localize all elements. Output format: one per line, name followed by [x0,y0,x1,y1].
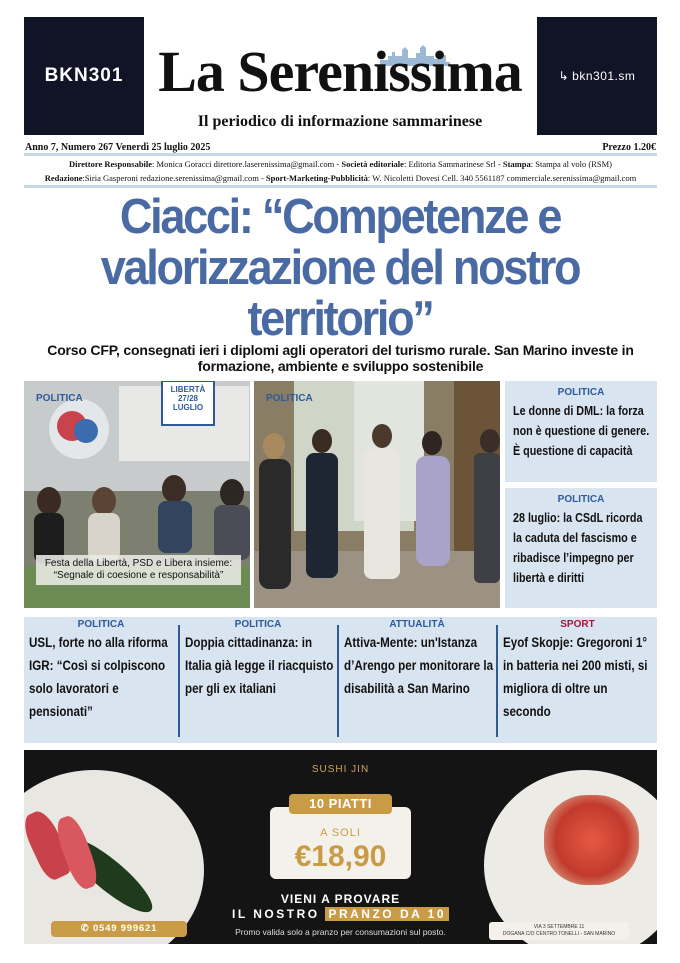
main-subhead: Corso CFP, consegnati ieri i diplomi agli operatori del turismo rurale. San Marino investe in formazione, ambiente e sviluppo sostenibile [47,342,634,374]
credit-value: : Stampa al volo (RSM) [530,159,612,169]
strip3-tag: ATTUALITÀ [389,619,445,630]
strip4-tag: SPORT [560,619,595,630]
photo1-caption[interactable]: Festa della Libertà, PSD e Libera insieme: “Segnale di coesione e responsabilità” [36,555,241,585]
side2-title: 28 luglio: la CSdL ricorda la caduta del fascismo e ribadisce l’impegno per libertà e diritti [513,511,643,585]
credits-line-1 [24,159,657,169]
masthead-title: La Serenissima [158,39,522,104]
side-article-csdl[interactable] [505,488,657,608]
strip3-title: Attiva-Mente: un'Istanza d’Arengo per monitorare la disabilità a San Marino [344,635,494,696]
ad-price: €18,90 [294,840,387,873]
strip-article-usl[interactable] [24,617,178,743]
ad-pranzo-highlight: PRANZO DA 10 [325,907,449,921]
credit-label: Redazione [44,173,83,183]
photo-illustration [254,381,500,608]
credit-value: : W. Nicoletti Dovesi Cell. 340 5561187 commerciale.serenissima@gmail.com [367,173,637,183]
strip-article-cittadinanza[interactable] [180,617,336,743]
ad-bkn301-logo[interactable] [24,17,144,135]
ad-website-text: bkn301.sm [572,69,636,83]
ad-address-line2: DOGANA C/O CENTRO TONELLI - SAN MARINO [502,931,616,937]
strip2-tag: POLITICA [234,619,282,630]
ad-sushi-jin[interactable] [24,750,657,944]
side1-tag: POLITICA [557,387,605,398]
ad-phone-number: 0549 999621 [92,923,158,934]
issue-price: Prezzo 1.20€ [602,142,656,153]
side1-title: Le donne di DML: la forza non è questione di genere. È questione di capacità [513,404,650,458]
ad-brand-name: SUSHI JIN [311,764,370,775]
side2-tag: POLITICA [557,494,605,505]
strip1-title: USL, forte no alla riforma IGR: “Così si colpiscono solo lavoratori e pensionati” [29,635,168,719]
ad-address [489,922,629,940]
credit-value: : Editoria Sammarinese Srl - [403,159,503,169]
ad-a-soli: A SOLI [320,827,361,839]
bkn301-logo-text: BKN301 [44,65,124,86]
issue-info: Anno 7, Numero 267 Venerdì 25 luglio 2025 [25,142,211,153]
ad-bkn301-website[interactable] [537,17,657,135]
masthead-subtitle: Il periodico di informazione sammarinese [197,113,483,130]
strip-article-attiva-mente[interactable] [339,617,495,743]
ad-piatti-badge: 10 PIATTI [289,794,392,814]
main-headline[interactable]: Ciacci: “Competenze e valorizzazione del nostro territorio” [100,190,580,346]
strip4-title: Eyof Skopje: Gregoroni 1° in batteria nei 200 misti, si migliora di oltre un secondo [503,635,648,719]
credit-label: Società editoriale [341,159,404,169]
liberta-banner: LIBERTÀ 27/28 LUGLIO [170,385,206,412]
strip2-title: Doppia cittadinanza: in Italia già legge il riacquisto per gli ex italiani [185,635,334,696]
side-article-dml[interactable] [505,381,657,482]
ad-pranzo-pre: IL NOSTRO [231,907,326,921]
ad-pranzo-line [204,907,477,921]
strip-article-sport[interactable] [498,617,657,743]
photo1-tag: POLITICA [36,393,83,404]
divider [24,185,657,188]
credits-line-2 [24,173,657,183]
ad-promo-note: Promo valida solo a pranzo per consumazioni sul posto. [235,927,446,937]
ad-address-line1: VIA 3 SETTEMBRE 11 [533,924,585,930]
credit-label: Stampa [502,159,531,169]
arrow-icon: ↳ [558,69,570,83]
phone-icon: ✆ [80,923,93,934]
credit-label: Direttore Responsabile [69,159,153,169]
credit-value: : Monica Goracci direttore.laserenissima@gmail.com - [152,159,342,169]
credit-label: Sport-Marketing-Pubblicità [265,173,368,183]
ad-food-image [544,795,639,885]
photo-diploma-ceremony[interactable] [254,381,500,608]
divider [24,153,657,156]
credit-value: :Siria Gasperoni redazione.serenissima@gmail.com - [82,173,266,183]
strip1-tag: POLITICA [77,619,125,630]
ad-phone-button[interactable] [51,921,187,937]
ad-vieni-a-provare: VIENI A PROVARE [280,892,401,906]
photo2-tag: POLITICA [266,393,313,404]
